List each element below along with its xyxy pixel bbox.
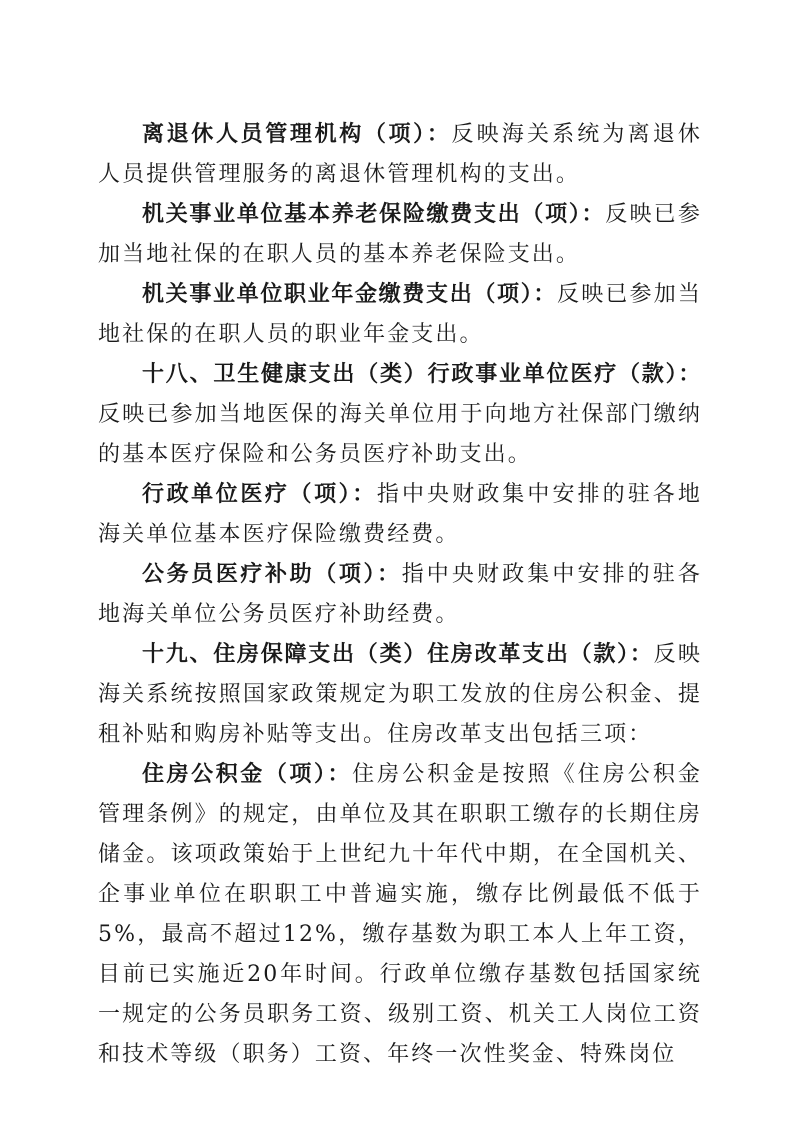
paragraph-civil-servant-medical bbox=[98, 555, 702, 635]
paragraph-heading: 离退休人员管理机构（项）： bbox=[142, 122, 452, 147]
paragraph-retiree-management bbox=[98, 115, 702, 195]
paragraph-text: 反映海关系统为离退休人员提供管理服务的离退休管理机构的支出。 bbox=[98, 122, 702, 187]
paragraph-occupational-annuity bbox=[98, 275, 702, 355]
paragraph-housing-fund bbox=[98, 755, 702, 1075]
paragraph-heading: 公务员医疗补助（项）： bbox=[142, 562, 402, 587]
paragraph-text: 反映海关系统按照国家政策规定为职工发放的住房公积金、提租补贴和购房补贴等支出。住房改革支出包括三项： bbox=[98, 642, 702, 747]
paragraph-text: 反映已参加当地社保的在职人员的职业年金支出。 bbox=[98, 282, 702, 347]
paragraph-text: 住房公积金是按照《住房公积金管理条例》的规定，由单位及其在职职工缴存的长期住房储金。该项政策始于上世纪九十年代中期，在全国机关、企事业单位在职职工中普遍实施，缴存比例最低不低于5%，最高不超过12%，缴存基数为职工本人上年工资，目前已实施近20年时间。行政单位缴存基数包括国家统一规定的公务员职务工资、级别工资、机关工人岗位工资和技术等级（职务）工资、年终一次性奖金、特殊岗位 bbox=[98, 762, 702, 1067]
paragraph-text: 反映已参加当地社保的在职人员的基本养老保险支出。 bbox=[98, 202, 702, 267]
paragraph-heading: 机关事业单位职业年金缴费支出（项）： bbox=[142, 282, 558, 307]
paragraph-heading: 机关事业单位基本养老保险缴费支出（项）： bbox=[142, 202, 606, 227]
document-body bbox=[98, 115, 702, 1075]
paragraph-basic-pension bbox=[98, 195, 702, 275]
paragraph-admin-medical bbox=[98, 475, 702, 555]
paragraph-text: 反映已参加当地医保的海关单位用于向地方社保部门缴纳的基本医疗保险和公务员医疗补助支出。 bbox=[98, 402, 702, 467]
section-heading: 十九、住房保障支出（类）住房改革支出（款）： bbox=[142, 642, 654, 667]
paragraph-text: 指中央财政集中安排的驻各地海关单位基本医疗保险缴费经费。 bbox=[98, 482, 702, 547]
section-heading: 十八、卫生健康支出（类）行政事业单位医疗（款）： bbox=[142, 362, 702, 387]
paragraph-heading: 住房公积金（项）： bbox=[142, 762, 353, 787]
paragraph-section-19-housing bbox=[98, 635, 702, 755]
paragraph-text: 指中央财政集中安排的驻各地海关单位公务员医疗补助经费。 bbox=[98, 562, 702, 627]
paragraph-section-18-health bbox=[98, 355, 702, 475]
paragraph-heading: 行政单位医疗（项）： bbox=[142, 482, 377, 507]
